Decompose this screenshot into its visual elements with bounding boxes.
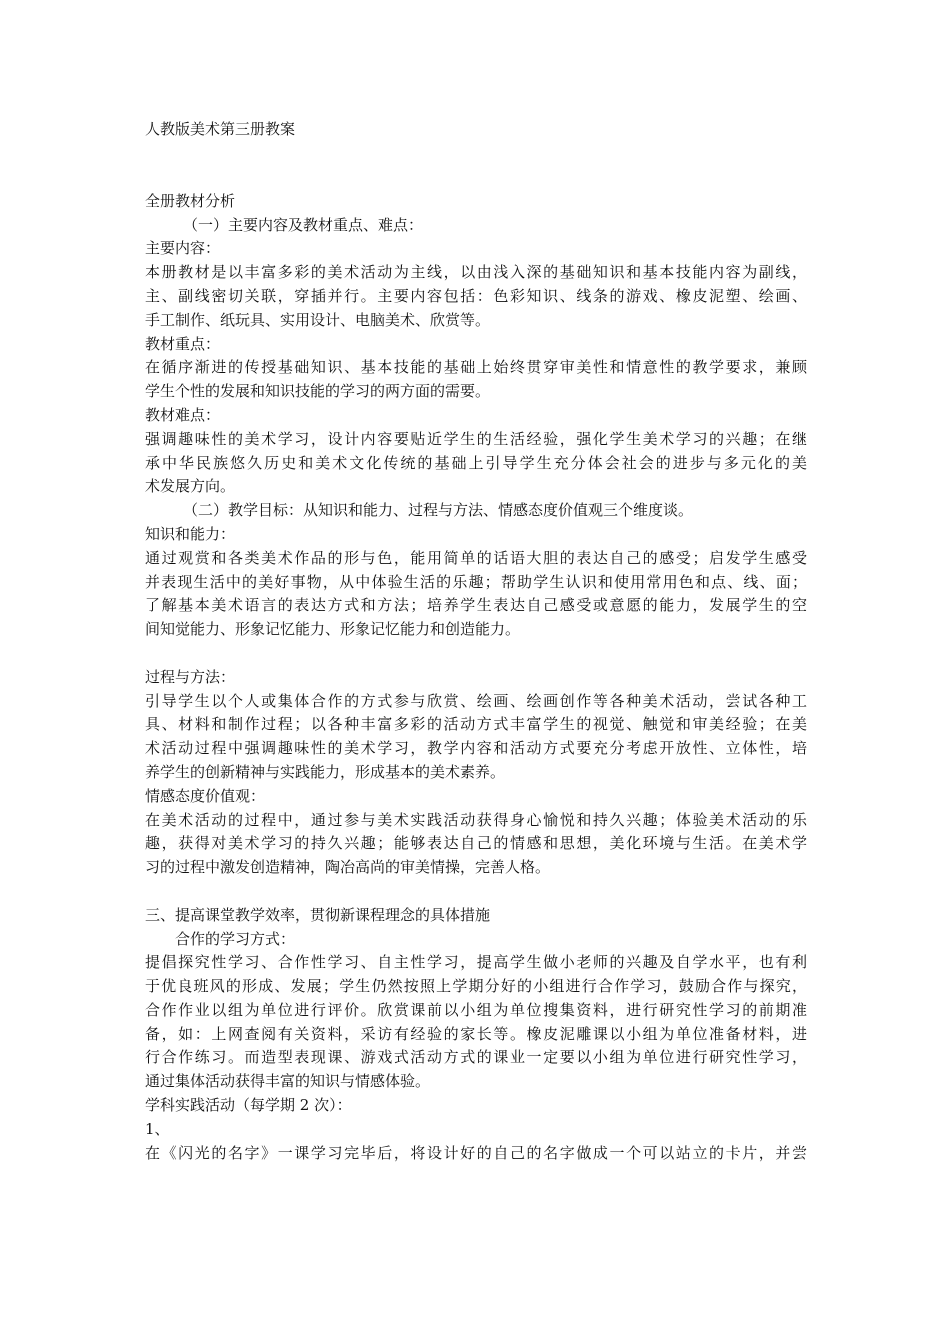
text-line: 趣，获得对美术学习的持久兴趣；能够表达自己的情感和思想，美化环境与生活。在美术学 xyxy=(145,834,807,853)
text-line: 承中华民族悠久历史和美术文化传统的基础上引导学生充分体会社会的进步与多元化的美 xyxy=(145,453,807,472)
text-line: 通过观赏和各类美术作品的形与色，能用简单的话语大胆的表达自己的感受；启发学生感受 xyxy=(145,548,807,567)
document-title: 人教版美术第三册教案 xyxy=(145,120,296,138)
text-line: 主要内容： xyxy=(145,239,221,258)
text-line: 行合作练习。而造型表现课、游戏式活动方式的课业一定要以小组为单位进行研究性学习， xyxy=(145,1048,807,1067)
text-line: 备，如：上网查阅有关资料，采访有经验的家长等。橡皮泥雕课以小组为单位准备材料，进 xyxy=(145,1024,807,1043)
text-line: 本册教材是以丰富多彩的美术活动为主线，以由浅入深的基础知识和基本技能内容为副线， xyxy=(145,263,807,282)
text-line: 并表现生活中的美好事物，从中体验生活的乐趣；帮助学生认识和使用常用色和点、线、面； xyxy=(145,572,807,591)
text-line: 于优良班风的形成、发展；学生仍然按照上学期分好的小组进行合作学习，鼓励合作与探究， xyxy=(145,977,807,996)
text-line: 在《闪光的名字》一课学习完毕后，将设计好的自己的名字做成一个可以站立的卡片，并尝 xyxy=(145,1143,807,1162)
text-line: 全册教材分析 xyxy=(145,191,236,210)
text-line: 教材难点： xyxy=(145,405,221,424)
text-line: 习的过程中激发创造精神，陶冶高尚的审美情操，完善人格。 xyxy=(145,858,551,877)
text-line: 合作作业以组为单位进行评价。欣赏课前以小组为单位搜集资料，进行研究性学习的前期准 xyxy=(145,1000,807,1019)
text-line: 养学生的创新精神与实践能力，形成基本的美术素养。 xyxy=(145,762,506,781)
text-line: 间知觉能力、形象记忆能力、形象记忆能力和创造能力。 xyxy=(145,620,521,639)
text-line: 三、提高课堂教学效率，贯彻新课程理念的具体措施 xyxy=(145,905,491,924)
text-line: 合作的学习方式： xyxy=(175,929,296,948)
document-body xyxy=(145,190,807,1166)
document-page xyxy=(145,118,807,1165)
text-line: 通过集体活动获得丰富的知识与情感体验。 xyxy=(145,1072,431,1091)
text-line: 学科实践活动（每学期 2 次）： xyxy=(145,1096,352,1115)
text-line: 学生个性的发展和知识技能的学习的两方面的需要。 xyxy=(145,382,491,401)
blank-line xyxy=(145,880,807,904)
text-line: （一）主要内容及教材重点、难点： xyxy=(183,215,424,234)
text-line: 强调趣味性的美术学习，设计内容要贴近学生的生活经验，强化学生美术学习的兴趣；在继 xyxy=(145,429,807,448)
text-line: 提倡探究性学习、合作性学习、自主性学习，提高学生做小老师的兴趣及自学水平，也有利 xyxy=(145,953,807,972)
text-line: 教材重点： xyxy=(145,334,221,353)
text-line: 在美术活动的过程中，通过参与美术实践活动获得身心愉悦和持久兴趣；体验美术活动的乐 xyxy=(145,810,807,829)
text-line: 了解基本美术语言的表达方式和方法；培养学生表达自己感受或意愿的能力，发展学生的空 xyxy=(145,596,807,615)
text-line: 具、材料和制作过程；以各种丰富多彩的活动方式丰富学生的视觉、触觉和审美经验；在美 xyxy=(145,715,807,734)
text-line: 术活动过程中强调趣味性的美术学习，教学内容和活动方式要充分考虑开放性、立体性，培 xyxy=(145,739,807,758)
text-line: 过程与方法： xyxy=(145,667,236,686)
text-line: （二）教学目标：从知识和能力、过程与方法、情感态度价值观三个维度谈。 xyxy=(183,501,694,520)
text-line: 在循序渐进的传授基础知识、基本技能的基础上始终贯穿审美性和情意性的教学要求，兼顾 xyxy=(145,358,807,377)
text-line: 主、副线密切关联，穿插并行。主要内容包括：色彩知识、线条的游戏、橡皮泥塑、绘画、 xyxy=(145,286,807,305)
text-line: 情感态度价值观： xyxy=(145,786,266,805)
text-line: 1、 xyxy=(145,1119,170,1138)
text-line: 引导学生以个人或集体合作的方式参与欣赏、绘画、绘画创作等各种美术活动，尝试各种工 xyxy=(145,691,807,710)
text-line: 手工制作、纸玩具、实用设计、电脑美术、欣赏等。 xyxy=(145,310,491,329)
text-line: 术发展方向。 xyxy=(145,477,236,496)
text-line: 知识和能力： xyxy=(145,524,236,543)
blank-line xyxy=(145,642,807,666)
